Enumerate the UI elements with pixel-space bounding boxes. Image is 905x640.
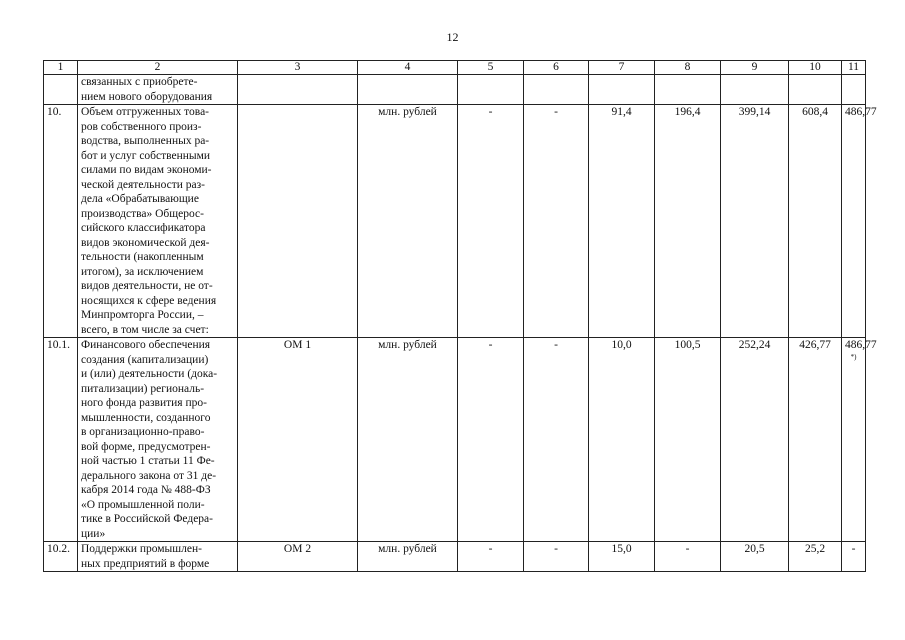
cell-value: 486,77 — [845, 339, 877, 351]
indicator-name-line: ческой деятельности раз- — [81, 178, 205, 191]
cell-value: 15,0 — [611, 543, 632, 555]
indicator-name-line: тельности (накопленным — [81, 251, 204, 263]
indicator-name-line: ции» — [81, 527, 106, 540]
indicator-name-line: производства» Общерос- — [81, 207, 204, 220]
cell-col6 — [524, 105, 589, 338]
cell-value: - — [488, 106, 493, 118]
column-header-7: 7 — [589, 61, 655, 75]
cell-col10 — [789, 542, 842, 572]
indicator-name-line: вой форме, предусмотрен- — [81, 440, 211, 453]
cell-value: 196,4 — [674, 106, 701, 118]
cell-unit — [358, 542, 458, 572]
cell-value: 399,14 — [738, 106, 771, 118]
indicator-name — [78, 75, 238, 105]
indicator-name-line: ной частью 1 статьи 11 Фе- — [81, 455, 215, 467]
cell-code — [238, 105, 358, 338]
indicator-name-line: питализации) региональ- — [81, 382, 205, 395]
indicator-name-line: нием нового оборудования — [81, 90, 213, 103]
column-header-2: 2 — [78, 61, 238, 75]
cell-col11 — [842, 542, 866, 572]
indicators-table — [43, 60, 877, 572]
cell-value: 486,77 — [845, 106, 877, 118]
cell-col9 — [721, 542, 789, 572]
table-row — [44, 105, 866, 338]
indicator-name-line: Объем отгруженных това- — [81, 106, 210, 118]
cell-value: - — [685, 543, 690, 555]
cell-value: - — [488, 543, 493, 555]
cell-value: - — [554, 339, 558, 351]
cell-unit — [358, 105, 458, 338]
row-number: 10. — [44, 105, 78, 338]
cell-col6 — [524, 75, 589, 105]
cell-value: 20,5 — [744, 543, 765, 555]
indicator-name-line: носящихся к сфере ведения — [81, 294, 217, 307]
cell-col5 — [458, 105, 524, 338]
cell-col11 — [842, 75, 866, 105]
cell-col5 — [458, 542, 524, 572]
cell-col10 — [789, 105, 842, 338]
cell-value: - — [554, 543, 558, 555]
cell-col11 — [842, 338, 877, 542]
indicator-name-line: ных предприятий в форме — [81, 557, 210, 570]
cell-value: 100,5 — [674, 339, 701, 351]
cell-col7 — [589, 542, 655, 572]
column-header-1: 1 — [44, 61, 78, 75]
indicator-name — [78, 542, 238, 572]
indicator-name-line: и (или) деятельности (дока- — [81, 368, 218, 380]
column-header-5: 5 — [458, 61, 524, 75]
indicator-name-line: дерального закона от 31 де- — [81, 469, 217, 482]
cell-value: 91,4 — [611, 106, 632, 118]
cell-col7 — [589, 105, 655, 338]
column-header-8: 8 — [655, 61, 721, 75]
indicator-name-line: бот и услуг собственными — [81, 149, 211, 162]
indicator-name-line: ного фонда развития про- — [81, 397, 207, 409]
cell-value: ОМ 1 — [283, 339, 312, 351]
cell-col8 — [655, 338, 721, 542]
cell-value: млн. рублей — [378, 339, 437, 351]
cell-value: - — [488, 339, 493, 351]
table-row — [44, 75, 866, 105]
indicator-name-line: в организационно-право- — [81, 426, 205, 438]
cell-value: 25,2 — [804, 543, 826, 555]
indicator-name-line: видов экономической дея- — [81, 236, 210, 249]
page-number: 12 — [446, 30, 459, 44]
cell-unit — [358, 338, 458, 542]
indicator-name-line: ров собственного произ- — [81, 120, 202, 133]
cell-col7 — [589, 338, 655, 542]
cell-col9 — [721, 105, 789, 338]
cell-col7 — [589, 75, 655, 105]
table-header-row — [44, 61, 866, 75]
indicator-name-line: Минпромторга России, – — [81, 309, 204, 321]
indicator-name-line: Поддержки промышлен- — [81, 543, 202, 555]
cell-col8 — [655, 105, 721, 338]
cell-value: 608,4 — [802, 106, 828, 118]
cell-value: - — [554, 106, 558, 118]
footnote-mark: *) — [850, 352, 857, 361]
row-number — [44, 75, 78, 105]
cell-col5 — [458, 75, 524, 105]
cell-col6 — [524, 338, 589, 542]
indicator-name-line: видов деятельности, не от- — [81, 280, 213, 292]
indicator-name — [78, 105, 238, 338]
indicator-name-line: Финансового обеспечения — [81, 339, 211, 351]
cell-col11 — [842, 105, 877, 338]
indicator-name-line: сийского классификатора — [81, 222, 206, 234]
indicator-name-line: дела «Обрабатывающие — [81, 193, 199, 205]
cell-col9 — [721, 75, 789, 105]
indicator-name-line: связанных с приобрете- — [81, 76, 198, 88]
cell-col8 — [655, 542, 721, 572]
row-number: 10.1. — [44, 338, 78, 542]
cell-value: 252,24 — [738, 339, 771, 351]
cell-col10 — [789, 75, 842, 105]
cell-value: - — [851, 543, 856, 555]
row-number: 10.2. — [44, 542, 78, 572]
cell-col5 — [458, 338, 524, 542]
indicator-name-line: создания (капитализации) — [81, 353, 209, 366]
cell-col8 — [655, 75, 721, 105]
column-header-9: 9 — [721, 61, 789, 75]
cell-col10 — [789, 338, 842, 542]
table-row — [44, 338, 866, 542]
column-header-10: 10 — [789, 61, 842, 75]
indicator-name-line: кабря 2014 года № 488-ФЗ — [81, 484, 211, 496]
column-header-11: 11 — [842, 61, 866, 75]
cell-value: млн. рублей — [378, 543, 437, 555]
indicator-name-line: силами по видам экономи- — [81, 164, 212, 176]
cell-code — [238, 75, 358, 105]
cell-code — [238, 338, 358, 542]
indicator-name-line: мышленности, созданного — [81, 411, 211, 424]
cell-unit — [358, 75, 458, 105]
cell-value: млн. рублей — [378, 106, 437, 118]
indicator-name-line: водства, выполненных ра- — [81, 135, 210, 147]
cell-code — [238, 542, 358, 572]
cell-value: ОМ 2 — [283, 543, 312, 555]
cell-col9 — [721, 338, 789, 542]
indicator-name-line: всего, в том числе за счет: — [81, 323, 209, 336]
column-header-6: 6 — [524, 61, 589, 75]
column-header-3: 3 — [238, 61, 358, 75]
indicator-name-line: тике в Российской Федера- — [81, 513, 213, 525]
indicator-name-line: «О промышленной поли- — [81, 498, 205, 511]
cell-value: 426,77 — [799, 339, 831, 351]
cell-col6 — [524, 542, 589, 572]
cell-value: 10,0 — [611, 339, 632, 351]
column-header-4: 4 — [358, 61, 458, 75]
indicator-name — [78, 338, 238, 542]
table-row — [44, 542, 866, 572]
indicator-name-line: итогом), за исключением — [81, 265, 204, 278]
